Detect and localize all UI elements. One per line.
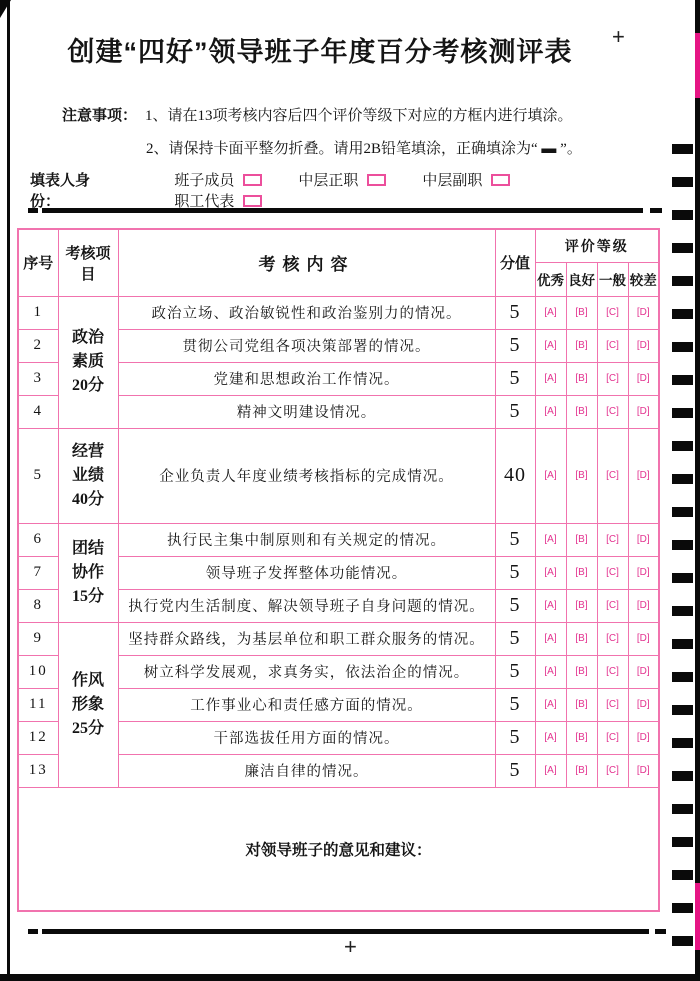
notice-label: 注意事项： [62,108,138,124]
identity-option [174,190,262,211]
content-cell: 工作事业心和责任感方面的情况。 [118,688,495,721]
identity-option-label: 中层正职 [298,173,359,189]
content-cell: 精神文明建设情况。 [118,395,495,428]
grade-option-c[interactable]: [C] [597,362,628,395]
identity-option [422,169,510,190]
notice-line-2: 2、请保持卡面平整勿折叠。请用2B铅笔填涂，正确填涂为“ ▬ ”。 [146,141,582,157]
header-grade: 评价等级 [535,229,659,262]
grade-option-c[interactable]: [C] [597,754,628,787]
category-cell: 经营 业绩 40分 [58,428,118,523]
content-cell: 贯彻公司党组各项决策部署的情况。 [118,329,495,362]
grade-option-a[interactable]: [A] [535,428,566,523]
table-row [18,428,659,523]
header-grade-level: 优秀 [535,262,566,296]
category-cell: 政治 素质 20分 [58,296,118,428]
comments-cell[interactable]: 对领导班子的意见和建议： [18,787,659,911]
identity-option [298,169,386,190]
scan-edge-right [695,0,700,981]
scan-edge-pink-bottom [695,883,700,950]
header-seq: 序号 [18,229,58,296]
grade-option-d[interactable]: [D] [628,688,659,721]
content-cell: 干部选拔任用方面的情况。 [118,721,495,754]
grade-option-d[interactable]: [D] [628,556,659,589]
grade-option-b[interactable]: [B] [566,556,597,589]
score-cell: 40 [495,428,535,523]
score-cell: 5 [495,395,535,428]
score-cell: 5 [495,721,535,754]
identity-options [174,169,650,211]
identity-checkbox[interactable] [243,195,262,207]
grade-option-a[interactable]: [A] [535,622,566,655]
grade-option-a[interactable]: [A] [535,589,566,622]
grade-option-c[interactable]: [C] [597,556,628,589]
grade-option-c[interactable]: [C] [597,428,628,523]
grade-option-c[interactable]: [C] [597,589,628,622]
seq-cell: 12 [18,721,58,754]
grade-option-d[interactable]: [D] [628,329,659,362]
content-cell: 廉洁自律的情况。 [118,754,495,787]
seq-cell: 7 [18,556,58,589]
seq-cell: 10 [18,655,58,688]
identity-label: 填表人身份： [30,173,91,210]
header-grade-level: 较差 [628,262,659,296]
identity-option-label: 中层副职 [422,173,483,189]
seq-cell: 3 [18,362,58,395]
score-cell: 5 [495,655,535,688]
score-cell: 5 [495,362,535,395]
header-grade-level: 一般 [597,262,628,296]
registration-plus-top: + [612,24,625,49]
identity-option [174,169,262,190]
grade-option-b[interactable]: [B] [566,428,597,523]
grade-option-d[interactable]: [D] [628,622,659,655]
grade-option-b[interactable]: [B] [566,622,597,655]
identity-row [30,169,650,211]
grade-option-a[interactable]: [A] [535,329,566,362]
score-cell: 5 [495,622,535,655]
grade-option-c[interactable]: [C] [597,395,628,428]
content-cell: 领导班子发挥整体功能情况。 [118,556,495,589]
assessment-table [17,228,660,912]
content-cell: 党建和思想政治工作情况。 [118,362,495,395]
grade-option-b[interactable]: [B] [566,362,597,395]
grade-option-c[interactable]: [C] [597,721,628,754]
timing-marks [672,144,693,946]
grade-option-c[interactable]: [C] [597,296,628,329]
score-cell: 5 [495,754,535,787]
scan-edge-bottom [0,974,700,981]
seq-cell: 6 [18,523,58,556]
grade-option-a[interactable]: [A] [535,721,566,754]
grade-option-a[interactable]: [A] [535,296,566,329]
seq-cell: 13 [18,754,58,787]
grade-option-a[interactable]: [A] [535,362,566,395]
seq-cell: 2 [18,329,58,362]
grade-option-a[interactable]: [A] [535,655,566,688]
comments-row [18,787,659,911]
seq-cell: 11 [18,688,58,721]
table-row [18,622,659,655]
grade-option-a[interactable]: [A] [535,556,566,589]
content-cell: 坚持群众路线，为基层单位和职工群众服务的情况。 [118,622,495,655]
notice-block [62,100,662,166]
content-cell: 执行党内生活制度、解决领导班子自身问题的情况。 [118,589,495,622]
grade-option-a[interactable]: [A] [535,395,566,428]
grade-option-d[interactable]: [D] [628,296,659,329]
seq-cell: 8 [18,589,58,622]
content-cell: 执行民主集中制原则和有关规定的情况。 [118,523,495,556]
identity-checkbox[interactable] [367,174,386,186]
grade-option-b[interactable]: [B] [566,296,597,329]
content-cell: 政治立场、政治敏锐性和政治鉴别力的情况。 [118,296,495,329]
registration-plus-bottom: + [344,934,357,959]
page-title: 创建“四好”领导班子年度百分考核测评表 [67,37,573,67]
sync-line-bottom-left-dash [28,929,38,934]
notice-line-1: 1、请在13项考核内容后四个评价等级下对应的方框内进行填涂。 [145,108,573,124]
grade-option-b[interactable]: [B] [566,721,597,754]
grade-option-b[interactable]: [B] [566,688,597,721]
sync-line-top-right-dash [650,208,662,213]
identity-checkbox[interactable] [243,174,262,186]
grade-option-d[interactable]: [D] [628,523,659,556]
score-cell: 5 [495,688,535,721]
score-cell: 5 [495,296,535,329]
seq-cell: 4 [18,395,58,428]
grade-option-d[interactable]: [D] [628,395,659,428]
header-category: 考核项目 [58,229,118,296]
grade-option-b[interactable]: [B] [566,329,597,362]
table-row [18,523,659,556]
grade-option-b[interactable]: [B] [566,754,597,787]
category-cell: 作风 形象 25分 [58,622,118,787]
grade-option-c[interactable]: [C] [597,523,628,556]
grade-option-d[interactable]: [D] [628,655,659,688]
header-grade-level: 良好 [566,262,597,296]
content-cell: 树立科学发展观，求真务实，依法治企的情况。 [118,655,495,688]
grade-option-d[interactable]: [D] [628,721,659,754]
grade-option-c[interactable]: [C] [597,622,628,655]
grade-option-d[interactable]: [D] [628,589,659,622]
grade-option-c[interactable]: [C] [597,688,628,721]
grade-option-c[interactable]: [C] [597,329,628,362]
grade-option-a[interactable]: [A] [535,754,566,787]
grade-option-d[interactable]: [D] [628,428,659,523]
grade-option-d[interactable]: [D] [628,362,659,395]
scan-edge-left [7,0,10,981]
score-cell: 5 [495,556,535,589]
header-score: 分值 [495,229,535,296]
grade-option-b[interactable]: [B] [566,523,597,556]
grade-option-b[interactable]: [B] [566,655,597,688]
seq-cell: 1 [18,296,58,329]
seq-cell: 5 [18,428,58,523]
identity-option-label: 班子成员 [174,173,235,189]
score-cell: 5 [495,523,535,556]
grade-option-a[interactable]: [A] [535,523,566,556]
sync-line-bottom-right-dash [655,929,666,934]
content-cell: 企业负责人年度业绩考核指标的完成情况。 [118,428,495,523]
grade-option-c[interactable]: [C] [597,655,628,688]
grade-option-b[interactable]: [B] [566,395,597,428]
identity-checkbox[interactable] [491,174,510,186]
grade-option-a[interactable]: [A] [535,688,566,721]
header-content: 考核内容 [118,229,495,296]
table-row [18,296,659,329]
score-cell: 5 [495,329,535,362]
grade-option-d[interactable]: [D] [628,754,659,787]
identity-option-label: 职工代表 [174,194,235,210]
grade-option-b[interactable]: [B] [566,589,597,622]
scan-edge-pink-top [695,33,700,98]
seq-cell: 9 [18,622,58,655]
score-cell: 5 [495,589,535,622]
category-cell: 团结 协作 15分 [58,523,118,622]
